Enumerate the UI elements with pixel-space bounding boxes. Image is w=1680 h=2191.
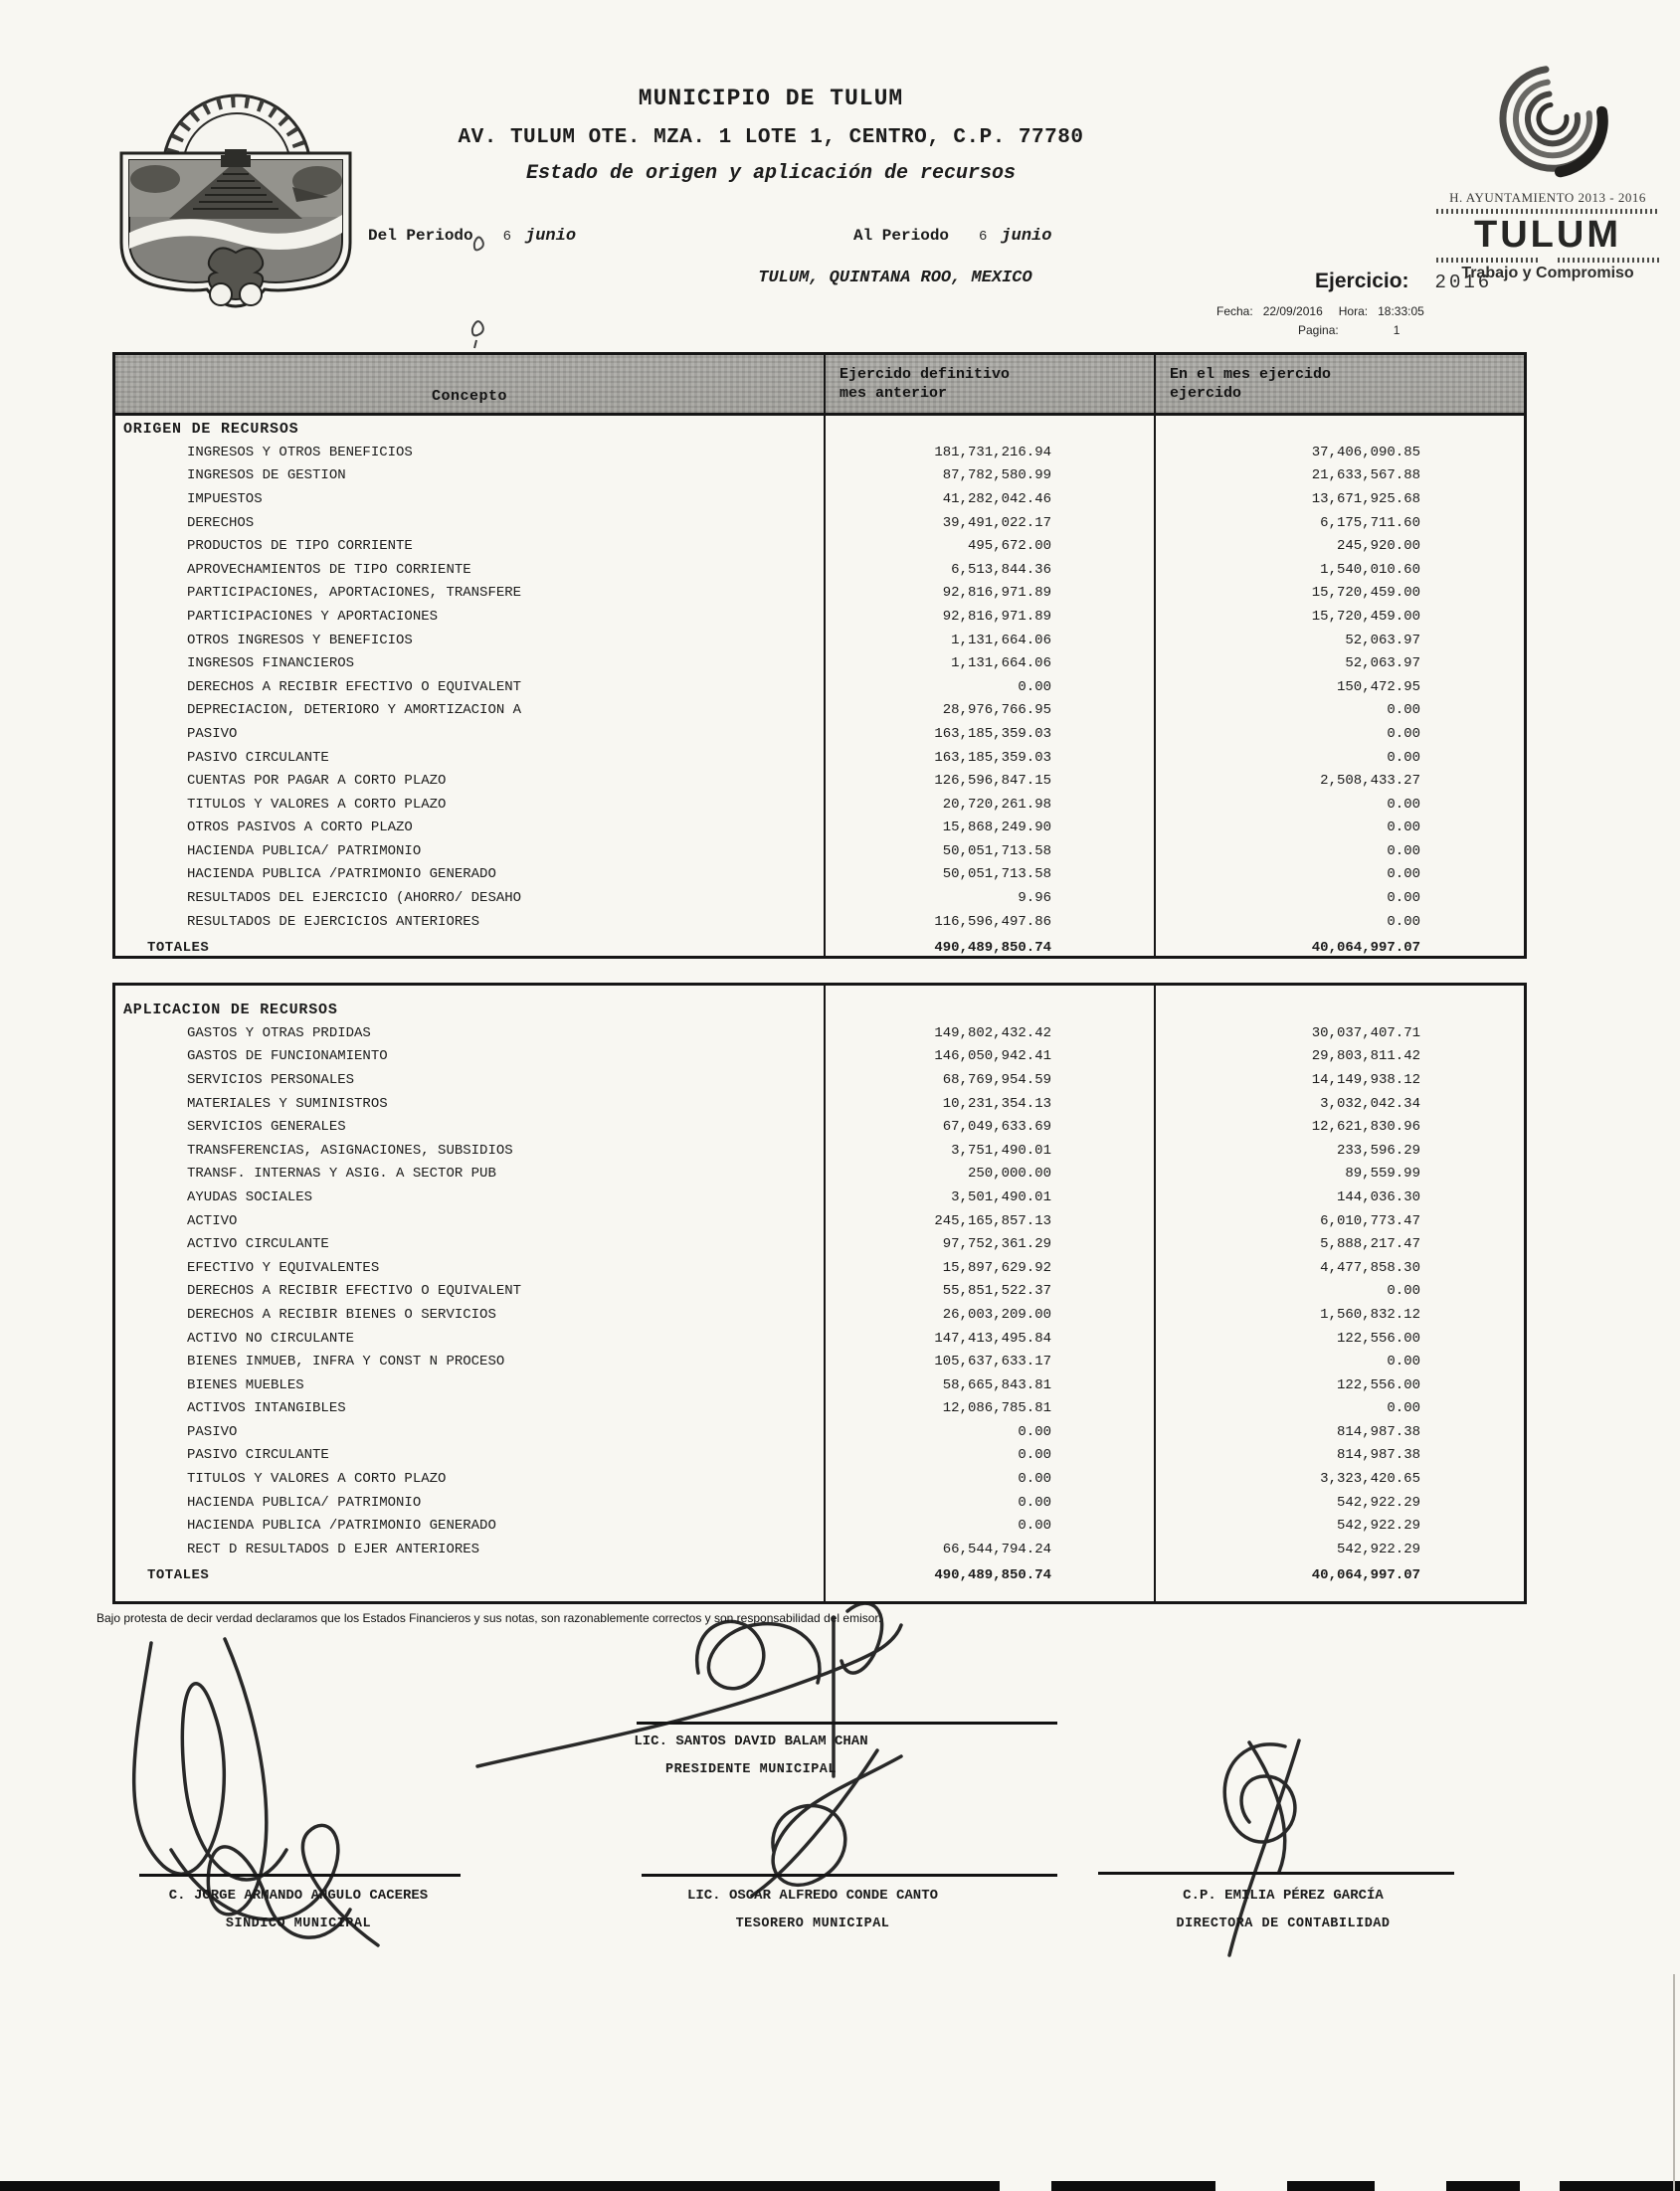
row-concepto: BIENES MUEBLES <box>187 1376 304 1393</box>
row-prev-amount: 149,802,432.42 <box>934 1024 1051 1041</box>
row-concepto: INGRESOS FINANCIEROS <box>187 655 355 672</box>
row-concepto: RESULTADOS DE EJERCICIOS ANTERIORES <box>187 913 480 930</box>
row-prev-amount: 66,544,794.24 <box>942 1541 1051 1557</box>
row-concepto: TITULOS Y VALORES A CORTO PLAZO <box>187 796 447 813</box>
signatory-name: C.P. EMILIA PÉREZ GARCÍA <box>1183 1888 1384 1904</box>
table-row <box>115 464 1524 488</box>
signatory-title: TESORERO MUNICIPAL <box>735 1917 890 1931</box>
row-concepto: PRODUCTOS DE TIPO CORRIENTE <box>187 538 413 555</box>
table-origen-de-recursos <box>112 352 1527 959</box>
row-prev-amount: 92,816,971.89 <box>942 585 1051 602</box>
row-concepto: APROVECHAMIENTOS DE TIPO CORRIENTE <box>187 561 471 578</box>
document-subtitle: Estado de origen y aplicación de recursos <box>525 162 1017 185</box>
row-prev-amount: 58,665,843.81 <box>942 1376 1051 1393</box>
totals-row <box>115 936 1524 960</box>
column-divider <box>824 986 826 1601</box>
row-concepto: HACIENDA PUBLICA/ PATRIMONIO <box>187 842 422 859</box>
row-prev-amount: 10,231,354.13 <box>942 1095 1051 1112</box>
row-month-amount: 542,922.29 <box>1336 1541 1420 1557</box>
row-month-amount: 1,560,832.12 <box>1320 1306 1420 1323</box>
scan-edge-strip <box>0 2181 1680 2191</box>
spiral-icon <box>1469 60 1626 185</box>
column-divider <box>1154 355 1156 956</box>
row-concepto: INGRESOS DE GESTION <box>187 467 346 484</box>
table-row <box>115 722 1524 746</box>
table-row <box>115 1021 1524 1045</box>
row-concepto: RECT D RESULTADOS D EJER ANTERIORES <box>187 1541 480 1557</box>
row-month-amount: 0.00 <box>1387 1283 1420 1300</box>
signature-stroke-contabilidad <box>1249 1742 1285 1872</box>
row-prev-amount: 163,185,359.03 <box>934 725 1051 742</box>
table-rows <box>115 1021 1524 1561</box>
period-from-month: junio <box>525 227 577 246</box>
period-from <box>368 227 576 246</box>
table-row <box>115 1491 1524 1515</box>
row-prev-amount: 20,720,261.98 <box>942 796 1051 813</box>
row-month-amount: 12,621,830.96 <box>1311 1119 1420 1136</box>
row-concepto: OTROS PASIVOS A CORTO PLAZO <box>187 820 413 836</box>
brand-term-label: H. AYUNTAMIENTO 2013 - 2016 <box>1449 190 1646 205</box>
row-month-amount: 15,720,459.00 <box>1311 608 1420 625</box>
pagina-label: Pagina: <box>1298 323 1339 337</box>
row-prev-amount: 39,491,022.17 <box>942 514 1051 531</box>
row-prev-amount: 1,131,664.06 <box>951 632 1051 648</box>
period-to-month: junio <box>1001 227 1052 246</box>
signatory-name: LIC. OSCAR ALFREDO CONDE CANTO <box>686 1888 939 1904</box>
row-concepto: DERECHOS <box>187 514 255 531</box>
row-prev-amount: 0.00 <box>1018 1518 1051 1535</box>
table-aplicacion-de-recursos <box>112 983 1527 1604</box>
signature-stroke-president <box>697 1621 820 1688</box>
row-prev-amount: 41,282,042.46 <box>942 490 1051 507</box>
row-prev-amount: 68,769,954.59 <box>942 1071 1051 1088</box>
signature-line <box>642 1874 1057 1877</box>
row-month-amount: 0.00 <box>1387 842 1420 859</box>
row-prev-amount: 3,501,490.01 <box>951 1188 1051 1205</box>
totals-prev-amount: 490,489,850.74 <box>934 1567 1051 1584</box>
totals-month-amount: 40,064,997.07 <box>1311 1567 1420 1584</box>
row-prev-amount: 105,637,633.17 <box>934 1354 1051 1370</box>
row-month-amount: 3,032,042.34 <box>1320 1095 1420 1112</box>
row-prev-amount: 50,051,713.58 <box>942 866 1051 883</box>
row-month-amount: 4,477,858.30 <box>1320 1259 1420 1276</box>
row-month-amount: 0.00 <box>1387 1400 1420 1417</box>
table-row <box>115 511 1524 535</box>
row-prev-amount: 0.00 <box>1018 1423 1051 1440</box>
row-prev-amount: 67,049,633.69 <box>942 1119 1051 1136</box>
row-month-amount: 6,010,773.47 <box>1320 1212 1420 1229</box>
table-row <box>115 629 1524 652</box>
fecha-value: 22/09/2016 <box>1262 304 1323 318</box>
table-row <box>115 863 1524 887</box>
row-prev-amount: 0.00 <box>1018 678 1051 695</box>
table-row <box>115 746 1524 770</box>
row-month-amount: 5,888,217.47 <box>1320 1236 1420 1253</box>
table-row <box>115 534 1524 558</box>
row-concepto: DERECHOS A RECIBIR EFECTIVO O EQUIVALENT <box>187 1283 522 1300</box>
address-line: AV. TULUM OTE. MZA. 1 LOTE 1, CENTRO, C.P. 77780 <box>458 126 1084 149</box>
row-month-amount: 0.00 <box>1387 866 1420 883</box>
table-row <box>115 1209 1524 1233</box>
table-row <box>115 817 1524 840</box>
row-prev-amount: 1,131,664.06 <box>951 655 1051 672</box>
signatory-name: C. JORGE ARMANDO ANGULO CACERES <box>168 1888 429 1904</box>
row-prev-amount: 495,672.00 <box>967 538 1051 555</box>
row-concepto: BIENES INMUEB, INFRA Y CONST N PROCESO <box>187 1354 505 1370</box>
row-month-amount: 2,508,433.27 <box>1320 773 1420 790</box>
row-month-amount: 0.00 <box>1387 702 1420 719</box>
section-title: ORIGEN DE RECURSOS <box>123 421 299 438</box>
row-prev-amount: 92,816,971.89 <box>942 608 1051 625</box>
column-divider <box>824 355 826 956</box>
table-row <box>115 1092 1524 1116</box>
table-row <box>115 651 1524 675</box>
column-divider <box>1154 986 1156 1601</box>
row-month-amount: 37,406,090.85 <box>1311 444 1420 460</box>
row-prev-amount: 250,000.00 <box>967 1166 1051 1183</box>
brand-slogan: Trabajo y Compromiso <box>1461 264 1634 281</box>
row-month-amount: 0.00 <box>1387 796 1420 813</box>
totals-month-amount: 40,064,997.07 <box>1311 940 1420 957</box>
signatory-title: PRESIDENTE MUNICIPAL <box>664 1762 838 1777</box>
table-row <box>115 1327 1524 1351</box>
totals-label: TOTALES <box>147 940 210 957</box>
row-month-amount: 6,175,711.60 <box>1320 514 1420 531</box>
table-row <box>115 1303 1524 1327</box>
signature-line <box>1098 1872 1454 1875</box>
table-row <box>115 675 1524 699</box>
table-row <box>115 699 1524 723</box>
row-month-amount: 21,633,567.88 <box>1311 467 1420 484</box>
section-title: APLICACION DE RECURSOS <box>123 1002 338 1018</box>
table-row <box>115 1467 1524 1491</box>
row-concepto: ACTIVO <box>187 1212 238 1229</box>
row-concepto: ACTIVOS INTANGIBLES <box>187 1400 346 1417</box>
header-en-el-mes: En el mes ejercido ejercido <box>1170 366 1332 402</box>
row-concepto: TRANSF. INTERNAS Y ASIG. A SECTOR PUB <box>187 1166 496 1183</box>
row-concepto: RESULTADOS DEL EJERCICIO (AHORRO/ DESAHO <box>187 890 522 907</box>
table-row <box>115 1444 1524 1468</box>
period-from-number: 6 <box>502 229 512 245</box>
fecha-label: Fecha: <box>1216 304 1253 318</box>
table-row <box>115 1350 1524 1373</box>
table-row <box>115 1538 1524 1561</box>
row-concepto: GASTOS DE FUNCIONAMIENTO <box>187 1048 388 1065</box>
row-month-amount: 0.00 <box>1387 820 1420 836</box>
row-concepto: PASIVO CIRCULANTE <box>187 749 329 766</box>
row-concepto: INGRESOS Y OTROS BENEFICIOS <box>187 444 413 460</box>
table-rows <box>115 441 1524 933</box>
row-concepto: DERECHOS A RECIBIR BIENES O SERVICIOS <box>187 1306 496 1323</box>
totals-prev-amount: 490,489,850.74 <box>934 940 1051 957</box>
table-row <box>115 1256 1524 1280</box>
row-concepto: ACTIVO NO CIRCULANTE <box>187 1330 355 1347</box>
totals-label: TOTALES <box>147 1567 210 1584</box>
row-prev-amount: 0.00 <box>1018 1471 1051 1488</box>
row-prev-amount: 97,752,361.29 <box>942 1236 1051 1253</box>
row-prev-amount: 87,782,580.99 <box>942 467 1051 484</box>
period-to <box>853 227 1051 246</box>
table-row <box>115 441 1524 464</box>
declaration-text: Bajo protesta de decir verdad declaramos que los Estados Financieros y sus notas, son razonablemente correctos y son responsabilidad del emisor. <box>96 1611 882 1625</box>
row-concepto: DERECHOS A RECIBIR EFECTIVO O EQUIVALENT <box>187 678 522 695</box>
fiscal-year-label: Ejercicio: <box>1315 270 1409 292</box>
table-row <box>115 558 1524 582</box>
row-prev-amount: 0.00 <box>1018 1494 1051 1511</box>
row-concepto: MATERIALES Y SUMINISTROS <box>187 1095 388 1112</box>
row-concepto: ACTIVO CIRCULANTE <box>187 1236 329 1253</box>
row-month-amount: 0.00 <box>1387 913 1420 930</box>
table-header-row <box>115 355 1524 416</box>
header-concepto: Concepto <box>431 388 507 405</box>
table-row <box>115 1068 1524 1092</box>
row-month-amount: 245,920.00 <box>1336 538 1420 555</box>
table-row <box>115 605 1524 629</box>
table-row <box>115 769 1524 793</box>
row-month-amount: 0.00 <box>1387 890 1420 907</box>
row-concepto: PASIVO <box>187 725 238 742</box>
row-month-amount: 0.00 <box>1387 1354 1420 1370</box>
scan-edge-line <box>1673 1974 1675 2191</box>
page-number-line <box>1298 323 1400 337</box>
table-row <box>115 1232 1524 1256</box>
row-month-amount: 150,472.95 <box>1336 678 1420 695</box>
row-concepto: OTROS INGRESOS Y BENEFICIOS <box>187 632 413 648</box>
row-prev-amount: 245,165,857.13 <box>934 1212 1051 1229</box>
table-row <box>115 1397 1524 1421</box>
signatory-title: SINDICO MUNICIPAL <box>225 1917 372 1931</box>
row-month-amount: 15,720,459.00 <box>1311 585 1420 602</box>
row-month-amount: 122,556.00 <box>1336 1330 1420 1347</box>
row-prev-amount: 181,731,216.94 <box>934 444 1051 460</box>
table-row <box>115 886 1524 910</box>
signatory-sindico <box>109 1888 487 1931</box>
row-month-amount: 0.00 <box>1387 725 1420 742</box>
table-row <box>115 1045 1524 1069</box>
header-ejercido-definitivo: Ejercido definitivo mes anterior <box>840 366 1011 402</box>
row-prev-amount: 15,868,249.90 <box>942 820 1051 836</box>
row-concepto: IMPUESTOS <box>187 490 263 507</box>
hora-label: Hora: <box>1338 304 1369 318</box>
row-month-amount: 89,559.99 <box>1345 1166 1420 1183</box>
row-month-amount: 0.00 <box>1387 749 1420 766</box>
row-month-amount: 542,922.29 <box>1336 1518 1420 1535</box>
handwritten-signatures <box>0 1552 1680 2108</box>
pagina-value: 1 <box>1393 323 1400 337</box>
table-row <box>115 1139 1524 1163</box>
row-month-amount: 233,596.29 <box>1336 1142 1420 1159</box>
row-prev-amount: 9.96 <box>1018 890 1051 907</box>
table-row <box>115 582 1524 606</box>
row-month-amount: 14,149,938.12 <box>1311 1071 1420 1088</box>
row-prev-amount: 50,051,713.58 <box>942 842 1051 859</box>
page-title: MUNICIPIO DE TULUM <box>638 86 904 111</box>
row-concepto: SERVICIOS GENERALES <box>187 1119 346 1136</box>
totals-row <box>115 1564 1524 1588</box>
row-month-amount: 1,540,010.60 <box>1320 561 1420 578</box>
row-prev-amount: 3,751,490.01 <box>951 1142 1051 1159</box>
row-prev-amount: 163,185,359.03 <box>934 749 1051 766</box>
row-month-amount: 542,922.29 <box>1336 1494 1420 1511</box>
row-month-amount: 13,671,925.68 <box>1311 490 1420 507</box>
table-row <box>115 1514 1524 1538</box>
row-month-amount: 122,556.00 <box>1336 1376 1420 1393</box>
table-row <box>115 793 1524 817</box>
row-concepto: HACIENDA PUBLICA/ PATRIMONIO <box>187 1494 422 1511</box>
brand-separator-bottom <box>1436 258 1659 263</box>
row-concepto: DEPRECIACION, DETERIORO Y AMORTIZACION A <box>187 702 522 719</box>
row-concepto: HACIENDA PUBLICA /PATRIMONIO GENERADO <box>187 866 496 883</box>
signature-line <box>139 1874 461 1877</box>
row-concepto: PARTICIPACIONES Y APORTACIONES <box>187 608 439 625</box>
row-month-amount: 52,063.97 <box>1345 655 1420 672</box>
row-prev-amount: 147,413,495.84 <box>934 1330 1051 1347</box>
brand-name: TULUM <box>1474 214 1621 256</box>
row-concepto: CUENTAS POR PAGAR A CORTO PLAZO <box>187 773 447 790</box>
print-date-line <box>1216 304 1424 318</box>
table-row <box>115 1373 1524 1397</box>
row-concepto: PASIVO CIRCULANTE <box>187 1447 329 1464</box>
signatory-name: LIC. SANTOS DAVID BALAM CHAN <box>634 1734 868 1749</box>
table-row <box>115 1186 1524 1209</box>
table-row <box>115 487 1524 511</box>
signature-stroke-sindico <box>134 1643 286 1880</box>
row-prev-amount: 6,513,844.36 <box>951 561 1051 578</box>
row-month-amount: 814,987.38 <box>1336 1447 1420 1464</box>
row-prev-amount: 15,897,629.92 <box>942 1259 1051 1276</box>
table-row <box>115 910 1524 934</box>
row-concepto: SERVICIOS PERSONALES <box>187 1071 355 1088</box>
row-prev-amount: 116,596,497.86 <box>934 913 1051 930</box>
row-concepto: PASIVO <box>187 1423 238 1440</box>
table-row <box>115 1280 1524 1304</box>
document-header <box>328 86 1213 185</box>
period-to-number: 6 <box>979 229 988 245</box>
row-prev-amount: 28,976,766.95 <box>942 702 1051 719</box>
hora-value: 18:33:05 <box>1378 304 1424 318</box>
row-month-amount: 52,063.97 <box>1345 632 1420 648</box>
table-row <box>115 1115 1524 1139</box>
row-concepto: TRANSFERENCIAS, ASIGNACIONES, SUBSIDIOS <box>187 1142 513 1159</box>
row-prev-amount: 12,086,785.81 <box>942 1400 1051 1417</box>
scan-artifact <box>453 229 522 358</box>
row-prev-amount: 55,851,522.37 <box>942 1283 1051 1300</box>
signatory-president <box>562 1734 940 1777</box>
table-row <box>115 839 1524 863</box>
table-row <box>115 1420 1524 1444</box>
signature-stroke-contabilidad <box>1224 1744 1295 1842</box>
row-concepto: HACIENDA PUBLICA /PATRIMONIO GENERADO <box>187 1518 496 1535</box>
row-month-amount: 30,037,407.71 <box>1311 1024 1420 1041</box>
signature-line <box>637 1722 1057 1725</box>
tulum-brand-logo <box>1428 60 1667 282</box>
table-row <box>115 1163 1524 1187</box>
row-month-amount: 814,987.38 <box>1336 1423 1420 1440</box>
row-prev-amount: 26,003,209.00 <box>942 1306 1051 1323</box>
row-prev-amount: 126,596,847.15 <box>934 773 1051 790</box>
row-month-amount: 3,323,420.65 <box>1320 1471 1420 1488</box>
signatory-title: DIRECTORA DE CONTABILIDAD <box>1176 1917 1391 1931</box>
period-to-label: Al Periodo <box>853 227 950 245</box>
row-concepto: TITULOS Y VALORES A CORTO PLAZO <box>187 1471 447 1488</box>
row-month-amount: 29,803,811.42 <box>1311 1048 1420 1065</box>
row-prev-amount: 146,050,942.41 <box>934 1048 1051 1065</box>
row-month-amount: 144,036.30 <box>1336 1188 1420 1205</box>
period-from-label: Del Periodo <box>368 227 473 245</box>
row-concepto: PARTICIPACIONES, APORTACIONES, TRANSFERE <box>187 585 522 602</box>
row-concepto: GASTOS Y OTRAS PRDIDAS <box>187 1024 371 1041</box>
row-concepto: EFECTIVO Y EQUIVALENTES <box>187 1259 380 1276</box>
row-prev-amount: 0.00 <box>1018 1447 1051 1464</box>
row-concepto: AYUDAS SOCIALES <box>187 1188 313 1205</box>
fiscal-year-value: 2016 <box>1434 272 1493 293</box>
signatory-tesorero <box>624 1888 1002 1931</box>
location-line: TULUM, QUINTANA ROO, MEXICO <box>758 269 1032 287</box>
signatory-contabilidad <box>1094 1888 1472 1931</box>
